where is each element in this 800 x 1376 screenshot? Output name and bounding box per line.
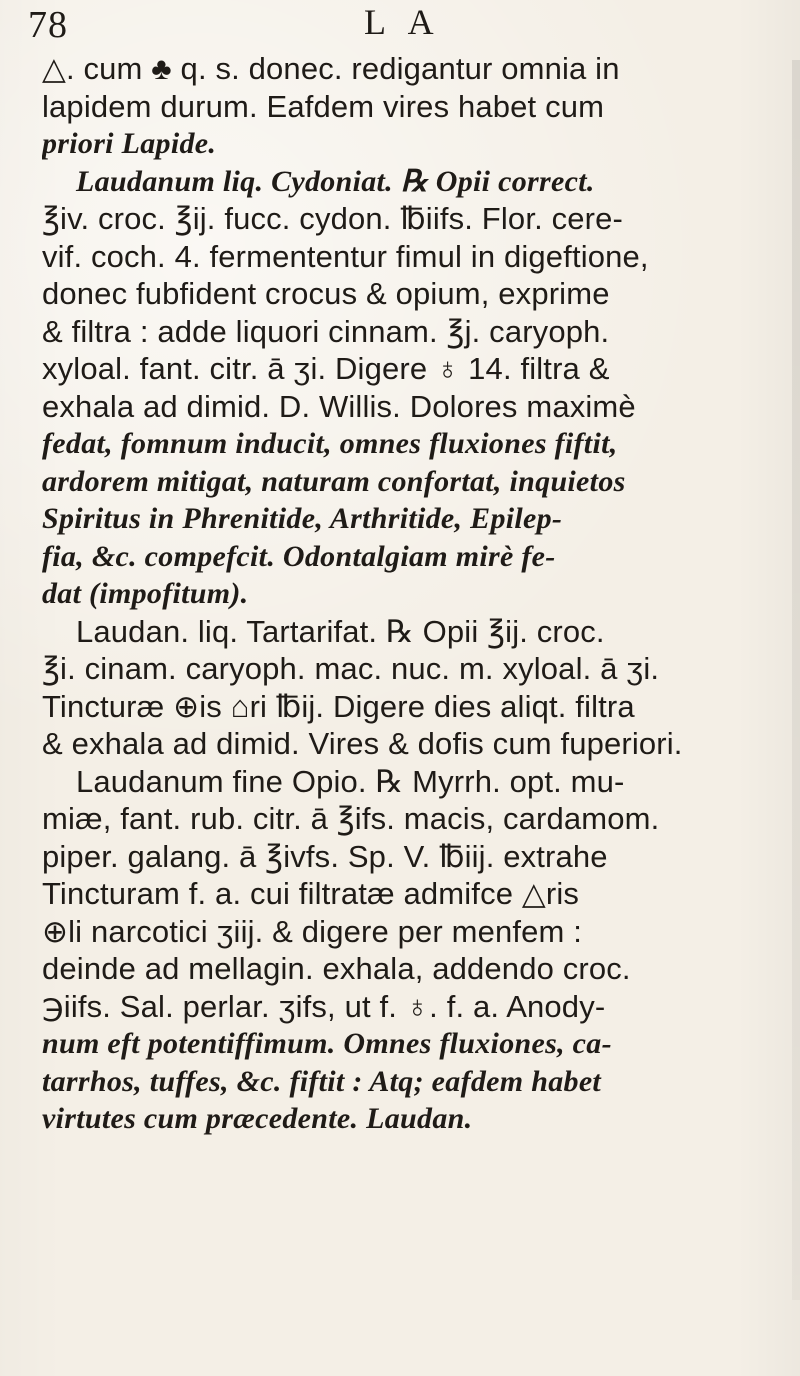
text-line-15: dat (impofitum). bbox=[42, 577, 249, 610]
page-number: 78 bbox=[28, 4, 68, 46]
text-line-27: num eft potentiffimum. Omnes fluxiones, ca- bbox=[42, 1027, 612, 1060]
text-line-6: vif. coch. 4. fermententur fimul in digeftione, bbox=[42, 238, 649, 274]
text-line-2: lapidem durum. Eafdem vires habet cum bbox=[42, 88, 605, 124]
text-line-24: ⊕li narcotici ʒiij. & digere per menfem : bbox=[42, 913, 583, 949]
text-line-3: priori Lapide. bbox=[42, 127, 217, 160]
page-edge-shadow bbox=[792, 60, 800, 1300]
text-line-22: piper. galang. ā ℥ivfs. Sp. V. ℔iij. extrahe bbox=[42, 838, 608, 874]
text-line-17: ℥i. cinam. caryoph. mac. nuc. m. xyloal. ā ʒi. bbox=[42, 651, 660, 686]
text-line-8: & filtra : adde liquori cinnam. ℥j. caryoph. bbox=[42, 313, 610, 349]
text-line-23: Tincturam f. a. cui filtratæ admifce △ris bbox=[42, 876, 580, 911]
text-line-14: fia, &c. compefcit. Odontalgiam mirè fe- bbox=[42, 539, 556, 573]
text-line-5: ℥iv. croc. ℥ij. fucc. cydon. ℔iifs. Flor. cere- bbox=[42, 201, 623, 236]
text-line-10: exhala ad dimid. D. Willis. Dolores maximè bbox=[42, 388, 636, 424]
text-line-13: Spiritus in Phrenitide, Arthritide, Epilep- bbox=[42, 502, 563, 535]
text-line-1: △. cum ♣ q. s. donec. redigantur omnia in bbox=[42, 51, 620, 86]
text-line-29: virtutes cum præcedente. Laudan. bbox=[42, 1102, 473, 1135]
text-line-28: tarrhos, tuffes, &c. fiftit : Atq; eafdem habet bbox=[42, 1064, 602, 1098]
text-line-20: Laudanum fine Opio. ℞ Myrrh. opt. mu- bbox=[76, 763, 625, 799]
text-line-21: miæ, fant. rub. citr. ā ℥ifs. macis, cardamom. bbox=[42, 801, 660, 836]
text-line-12: ardorem mitigat, naturam confortat, inquietos bbox=[42, 464, 626, 498]
page-text-block bbox=[42, 50, 790, 1340]
page-header bbox=[0, 0, 800, 56]
text-line-16: Laudan. liq. Tartarifat. ℞ Opii ℥ij. croc. bbox=[76, 613, 605, 649]
text-line-9: xyloal. fant. citr. ā ʒi. Digere ♁ 14. filtra & bbox=[42, 351, 610, 386]
text-line-18: Tincturæ ⊕is ⌂ri ℔ij. Digere dies aliqt. filtra bbox=[42, 688, 635, 724]
text-line-4: Laudanum liq. Cydoniat. ℞ Opii correct. bbox=[76, 164, 595, 198]
running-head: L A bbox=[364, 2, 442, 42]
text-line-11: fedat, fomnum inducit, omnes fluxiones fiftit, bbox=[42, 427, 618, 460]
text-line-19: & exhala ad dimid. Vires & dofis cum fuperiori. bbox=[42, 726, 683, 761]
text-line-25: deinde ad mellagin. exhala, addendo croc. bbox=[42, 951, 631, 986]
text-line-26: ℈iifs. Sal. perlar. ʒifs, ut f. ♁. f. a. Anody- bbox=[42, 988, 606, 1024]
text-line-7: donec fubfident crocus & opium, exprime bbox=[42, 276, 610, 311]
